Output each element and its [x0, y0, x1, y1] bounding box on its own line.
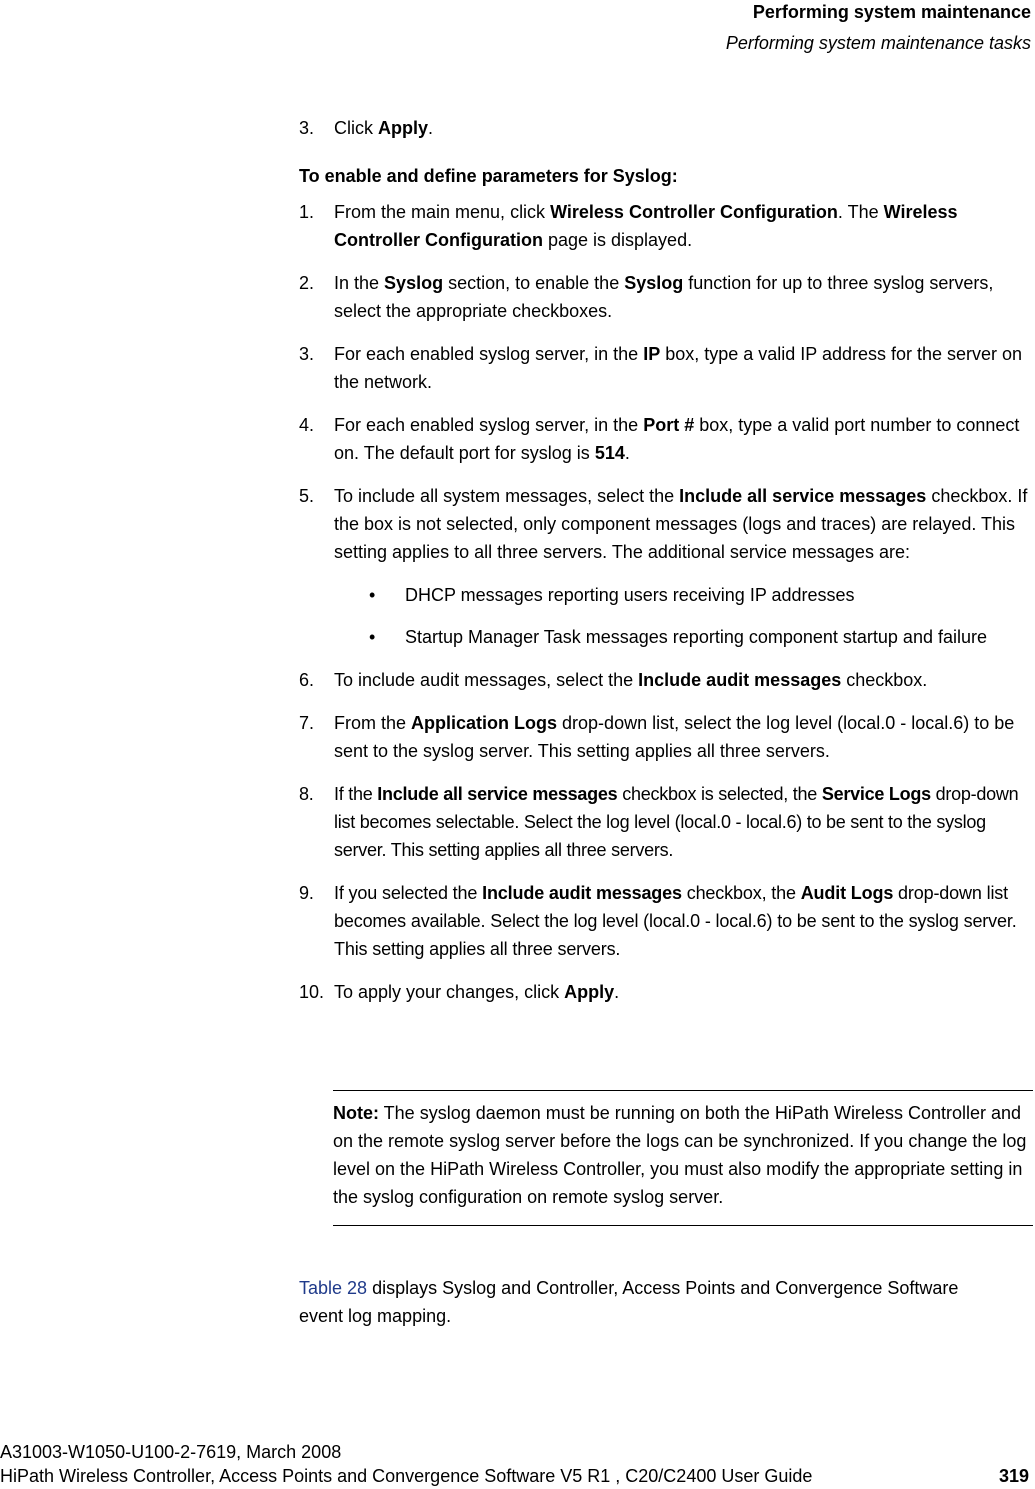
note-box — [333, 1090, 1033, 1226]
page-number: 319 — [998, 1466, 1029, 1486]
bullet-icon: • — [369, 585, 376, 605]
footer — [0, 1440, 812, 1488]
note-text: The syslog daemon must be running on both the HiPath Wireless Controller and on the remote syslog server before the logs can be synchronized. If you change the log level on the HiPath Wireless Controller, you must also modify the appropriate setting in the syslog configuration on remote syslog server. — [333, 1103, 1027, 1207]
bullet-icon: • — [369, 627, 376, 647]
step-6: 6. To include audit messages, select the Include audit messages checkbox. — [299, 670, 928, 690]
footer-guide-title: HiPath Wireless Controller, Access Points and Convergence Software V5 R1 , C20/C2400 User Guide — [0, 1466, 813, 1486]
step-4: 4. For each enabled syslog server, in the Port # box, type a valid port number to connect on. The default port for syslog is 514. — [299, 415, 1020, 463]
step-3: 3. For each enabled syslog server, in the IP box, type a valid IP address for the server on the network. — [299, 344, 1023, 392]
procedure-heading: To enable and define parameters for Syslog: — [299, 166, 678, 186]
bullet-item: • DHCP messages reporting users receiving IP addresses — [299, 581, 1033, 609]
step-10: 10. To apply your changes, click Apply. — [299, 982, 620, 1002]
note-label: Note: — [333, 1103, 379, 1123]
table-28-link[interactable]: Table 28 — [299, 1278, 368, 1298]
footer-doc-id: A31003-W1050-U100-2-7619, March 2008 — [0, 1442, 342, 1462]
running-header-subtitle: Performing system maintenance tasks — [725, 33, 1031, 53]
step-2: 2. In the Syslog section, to enable the Syslog function for up to three syslog servers, select the appropriate checkboxes. — [299, 273, 994, 321]
running-header-title: Performing system maintenance — [752, 2, 1031, 22]
main-content — [299, 114, 1033, 1006]
step-5: 5. To include all system messages, select the Include all service messages checkbox. If the box is not selected, only component messages (logs and traces) are relayed. This setting applies to all three servers. The additional service messages are: — [299, 486, 1028, 562]
step-8: 8. If the Include all service messages checkbox is selected, the Service Logs drop-down list becomes selectable. Select the log level (local.0 - local.6) to be sent to the syslog server. This setting applies all three servers. — [299, 784, 1019, 860]
step-1: 1. From the main menu, click Wireless Controller Configuration. The Wireless Controller Configuration page is displayed. — [299, 202, 958, 250]
step-9: 9. If you selected the Include audit messages checkbox, the Audit Logs drop-down list becomes available. Select the log level (local.0 - local.6) to be sent to the syslog server. This setting applies all three servers. — [299, 883, 1017, 959]
step-7: 7. From the Application Logs drop-down list, select the log level (local.0 - local.6) to be sent to the syslog server. This setting applies all three servers. — [299, 713, 1015, 761]
intro-step: 3. Click Apply. — [299, 114, 1033, 142]
step-number: 3. — [299, 118, 315, 138]
closing-paragraph: Table 28 displays Syslog and Controller, Access Points and Convergence Software event log mapping. — [299, 1278, 959, 1326]
bullet-item: • Startup Manager Task messages reporting component startup and failure — [299, 623, 1033, 651]
